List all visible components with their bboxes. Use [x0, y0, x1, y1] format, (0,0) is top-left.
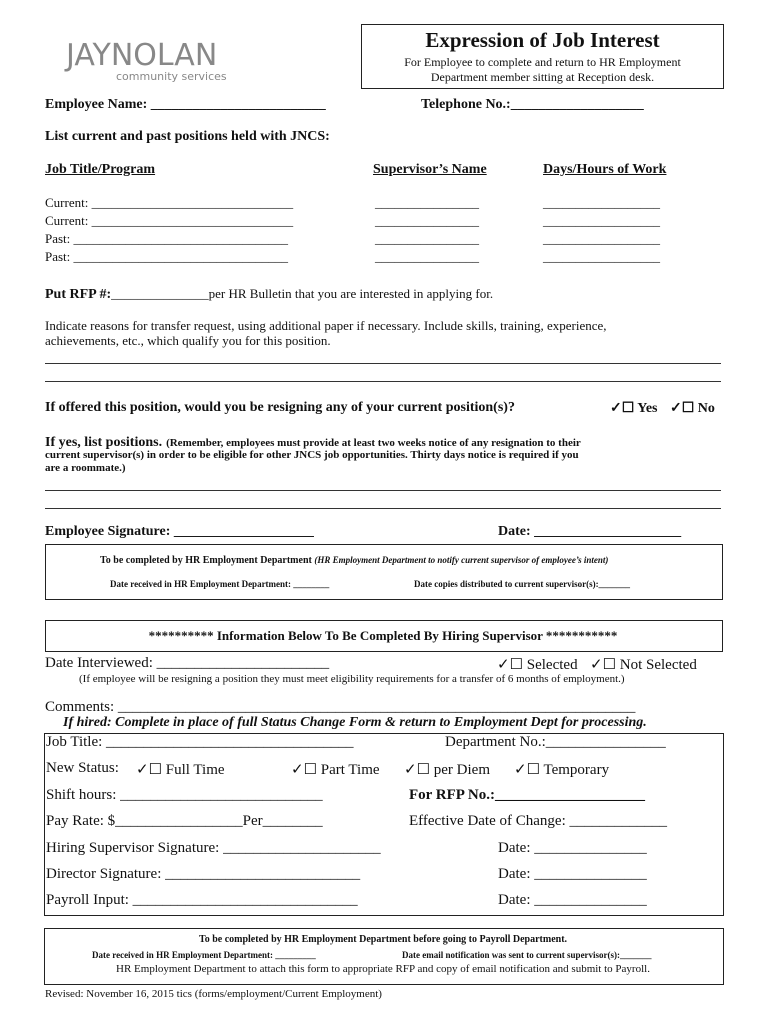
header-subtitle-1: For Employee to complete and return to HR Employment	[404, 55, 681, 69]
supervisor-row-1[interactable]: ________________	[375, 195, 479, 210]
full-time-checkbox[interactable]: ✓☐ Full Time	[136, 762, 225, 778]
per-diem-checkbox[interactable]: ✓☐ per Diem	[404, 762, 490, 778]
interview-note: (If employee will be resigning a position they must meet eligibility requirements for a transfer of 6 months of employment.)	[79, 673, 625, 685]
new-status-label: New Status:	[46, 760, 119, 776]
logo-name: JAYNOLAN	[66, 38, 218, 73]
supervisor-row-2[interactable]: ________________	[375, 213, 479, 228]
director-date-field[interactable]: Date: _______________	[498, 866, 647, 882]
supervisor-banner: ********** Information Below To Be Completed By Hiring Supervisor ***********	[148, 628, 618, 643]
reasons-line-1: Indicate reasons for transfer request, using additional paper if necessary. Include skills, training, experience,	[45, 318, 607, 333]
part-time-checkbox[interactable]: ✓☐ Part Time	[291, 762, 380, 778]
positions-intro: List current and past positions held with JNCS:	[45, 129, 330, 144]
header-subtitle-2: Department member sitting at Reception desk.	[430, 70, 655, 84]
hr-box-1-title: To be completed by HR Employment Department	[100, 555, 312, 566]
employee-signature-field[interactable]: Employee Signature: ____________________	[45, 524, 314, 539]
position-row-1[interactable]: Current: _______________________________	[45, 195, 294, 210]
header-box	[361, 24, 724, 89]
positions-blank-1[interactable]	[45, 490, 721, 491]
days-row-3[interactable]: __________________	[543, 231, 660, 246]
payroll-input-field[interactable]: Payroll Input: ______________________________	[46, 892, 358, 908]
col-supervisor: Supervisor’s Name	[373, 162, 487, 177]
if-yes-note-3: are a roommate.)	[45, 462, 126, 474]
selected-checkbox[interactable]: ✓☐ Selected	[497, 657, 578, 673]
department-field[interactable]: Department No.:________________	[445, 734, 666, 750]
date-interviewed-field[interactable]: Date Interviewed: _______________________	[45, 655, 330, 671]
resign-no-checkbox[interactable]: ✓☐ No	[670, 401, 715, 416]
hired-note: If hired: Complete in place of full Status Change Form & return to Employment Dept for processing.	[63, 715, 647, 730]
comments-field[interactable]: Comments: _____________________________________________________________________	[45, 699, 636, 715]
revision-footer: Revised: November 16, 2015 tics (forms/employment/Current Employment)	[45, 988, 382, 1000]
hr-box-2-title: To be completed by HR Employment Department before going to Payroll Department.	[198, 934, 568, 945]
reasons-blank-1[interactable]	[45, 363, 721, 364]
rfp-input[interactable]: _______________	[111, 286, 209, 301]
if-yes-note-1: (Remember, employees must provide at least two weeks notice of any resignation to their	[166, 437, 581, 449]
days-row-1[interactable]: __________________	[543, 195, 660, 210]
temporary-checkbox[interactable]: ✓☐ Temporary	[514, 762, 610, 778]
hr-box-1-line-1	[100, 555, 608, 566]
shift-hours-field[interactable]: Shift hours: ___________________________	[46, 787, 323, 803]
hr-box-1-note: (HR Employment Department to notify current supervisor of employee’s intent)	[314, 555, 609, 565]
col-job-title: Job Title/Program	[45, 162, 156, 177]
if-yes-note-2: current supervisor(s) in order to be eligible for other JNCS job opportunities. Thirty days notice is required if you	[45, 449, 579, 461]
effective-date-field[interactable]: Effective Date of Change: _____________	[409, 813, 667, 829]
resign-yes-checkbox[interactable]: ✓☐ Yes	[610, 401, 658, 416]
hiring-supervisor-signature-field[interactable]: Hiring Supervisor Signature: _____________________	[46, 840, 381, 856]
hr-box-2-received[interactable]: Date received in HR Employment Department: _________	[92, 950, 316, 960]
reasons-line-2: achievements, etc., which qualify you for this position.	[45, 333, 331, 348]
director-signature-field[interactable]: Director Signature: __________________________	[46, 866, 361, 882]
hr-box-2-email-sent[interactable]: Date email notification was sent to current supervisor(s):_______	[402, 950, 652, 960]
rfp-no-field[interactable]: For RFP No.:____________________	[409, 787, 645, 803]
page-title: Expression of Job Interest	[425, 28, 660, 52]
positions-blank-2[interactable]	[45, 508, 721, 509]
days-row-4[interactable]: __________________	[543, 249, 660, 264]
position-row-3[interactable]: Past: _________________________________	[45, 231, 289, 246]
if-yes-label: If yes, list positions.	[45, 435, 163, 450]
supervisor-row-3[interactable]: ________________	[375, 231, 479, 246]
payroll-date-field[interactable]: Date: _______________	[498, 892, 647, 908]
position-row-2[interactable]: Current: _______________________________	[45, 213, 294, 228]
hr-box-1-distributed[interactable]: Date copies distributed to current supervisor(s):_______	[414, 579, 631, 589]
rfp-rest: per HR Bulletin that you are interested in applying for.	[208, 286, 494, 301]
hr-box-1-received[interactable]: Date received in HR Employment Department: ________	[110, 579, 330, 589]
job-title-field[interactable]: Job Title: _________________________________	[46, 734, 354, 750]
supervisor-row-4[interactable]: ________________	[375, 249, 479, 264]
rfp-line	[45, 286, 493, 303]
rfp-label: Put RFP #:	[45, 287, 112, 302]
telephone-field[interactable]: Telephone No.:___________________	[421, 97, 644, 112]
employee-name-field[interactable]: Employee Name: _________________________	[45, 97, 326, 112]
days-row-2[interactable]: __________________	[543, 213, 660, 228]
reasons-blank-2[interactable]	[45, 381, 721, 382]
logo-subtitle: community services	[116, 70, 227, 83]
not-selected-checkbox[interactable]: ✓☐ Not Selected	[590, 657, 697, 673]
resign-question: If offered this position, would you be resigning any of your current position(s)?	[45, 400, 515, 415]
hiring-supervisor-date-field[interactable]: Date: _______________	[498, 840, 647, 856]
hr-box-1	[45, 544, 723, 600]
position-row-4[interactable]: Past: _________________________________	[45, 249, 289, 264]
employee-date-field[interactable]: Date: _____________________	[498, 524, 682, 539]
col-days-hours: Days/Hours of Work	[543, 162, 667, 177]
hr-box-2-attach-note: HR Employment Department to attach this form to appropriate RFP and copy of email notification and submit to Payroll.	[116, 963, 650, 975]
pay-rate-field[interactable]: Pay Rate: $_________________Per________	[46, 813, 323, 829]
